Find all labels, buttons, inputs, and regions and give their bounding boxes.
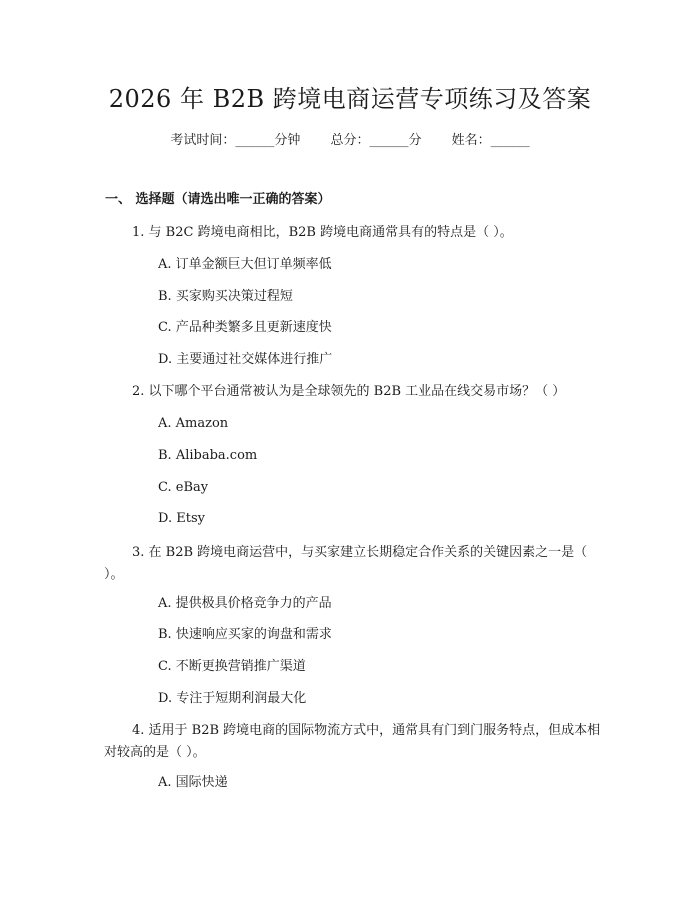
total-score: 总分：______分 [330,133,422,148]
question-2-option-d: D. Etsy [158,511,205,526]
question-3-option-b: B. 快速响应买家的询盘和需求 [158,627,332,642]
question-1: 1. 与 B2C 跨境电商相比，B2B 跨境电商通常具有的特点是（ ）。 [132,225,513,240]
question-3-option-a: A. 提供极具价格竞争力的产品 [158,596,332,611]
question-2-option-b: B. Alibaba.com [158,448,258,463]
question-1-option-c: C. 产品种类繁多且更新速度快 [158,320,332,335]
question-1-option-b: B. 买家购买决策过程短 [158,289,293,304]
question-3: 3. 在 B2B 跨境电商运营中，与买家建立长期稳定合作关系的关键因素之一是（ ）。 [104,545,588,582]
question-1-option-a: A. 订单金额巨大但订单频率低 [158,257,332,272]
question-1-option-d: D. 主要通过社交媒体进行推广 [158,352,333,367]
question-3-option-d: D. 专注于短期利润最大化 [158,691,307,706]
question-4-option-a: A. 国际快递 [158,775,228,790]
student-name: 姓名：______ [451,133,530,148]
page-title: 2026 年 B2B 跨境电商运营专项练习及答案 [108,85,592,113]
exam-meta [0,132,700,150]
question-3-option-c: C. 不断更换营销推广渠道 [158,659,306,674]
question-2-option-a: A. Amazon [158,416,229,431]
exam-time: 考试时间：______分钟 [170,133,301,148]
question-2: 2. 以下哪个平台通常被认为是全球领先的 B2B 工业品在线交易市场？（ ） [132,384,566,399]
section-heading: 一、 选择题（请选出唯一正确的答案） [105,192,331,207]
question-4: 4. 适用于 B2B 跨境电商的国际物流方式中，通常具有门到门服务特点，但成本相对较高的是（ ）。 [104,723,601,760]
question-2-option-c: C. eBay [158,480,209,495]
